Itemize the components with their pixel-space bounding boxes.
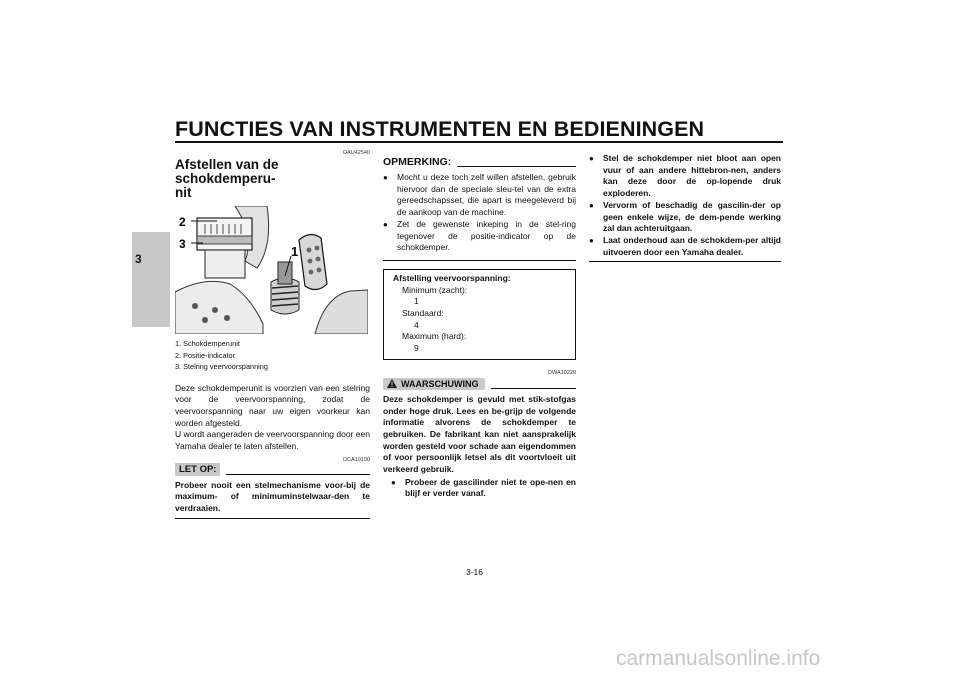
warning-list-start: [383, 477, 576, 500]
figure-label-3: 3: [179, 237, 186, 251]
list-item: ● Probeer de gascilinder niet te ope-nen en blijf er verder vanaf.: [391, 477, 576, 500]
warning-header: [383, 378, 576, 390]
header-rule: [175, 141, 783, 143]
shock-absorber-figure: [175, 206, 368, 334]
spec-max-label: Maximum (hard):: [402, 331, 467, 342]
opmerking-end-rule: [383, 260, 576, 261]
spec-max-value: 9: [414, 343, 419, 354]
legend-item: 1. Schokdemperunit: [175, 339, 240, 348]
shock-absorber-illustration: [175, 206, 368, 334]
spec-title: Afstelling veervoorspanning:: [393, 272, 511, 283]
spec-box: [383, 269, 576, 360]
section-title-line2: nit: [175, 185, 192, 200]
opmerking-rule: [457, 166, 576, 167]
spec-std-label: Standaard:: [402, 308, 444, 319]
list-item: ● Stel de schokdemper niet bloot aan open vuur of aan andere hittebron-nen, anders kan deze door de op-lopende druk exploderen.: [589, 153, 781, 200]
let-op-header: [175, 463, 370, 476]
warning-rule: [491, 388, 577, 389]
page-title: FUNCTIES VAN INSTRUMENTEN EN BEDIENINGEN: [175, 117, 705, 141]
warning-list-continued: [589, 153, 781, 258]
let-op-text: Probeer nooit een stelmechanisme voor-bij de maximum- of minimuminstelwaar-den te verdraaien.: [175, 479, 370, 514]
body-text: [175, 383, 370, 453]
column-middle: [383, 156, 576, 500]
figure-legend: [175, 338, 370, 373]
spec-std-value: 4: [414, 319, 419, 330]
let-op-rule: [226, 474, 370, 475]
body-paragraph: U wordt aangeraden de veervoorspanning door een Yamaha dealer te laten afstellen.: [175, 429, 370, 452]
warning-end-rule: [589, 261, 781, 262]
let-op-code: DCA10100: [343, 456, 370, 463]
section-title-line1: Afstellen van de schokdemperu-: [175, 157, 279, 186]
chapter-number: 3: [135, 252, 142, 266]
opmerking-header: [383, 156, 576, 168]
section-title: [175, 158, 370, 200]
let-op-end-rule: [175, 518, 370, 519]
spec-min-value: 1: [414, 296, 419, 307]
list-item: ● Zet de gewenste inkeping in de stel-ring tegenover de positie-indicator op de schokdemper.: [383, 219, 576, 254]
warning-label: WAARSCHUWING: [401, 378, 479, 389]
warning-code: DWA10220: [548, 369, 576, 376]
list-item: ● Mocht u deze toch zelf willen afstellen, gebruik hiervoor dan de speciale sleu-tel van de extra gereedschapsset, die apart is meegeleverd bij de aankoop van de machine.: [383, 172, 576, 219]
list-item: ● Vervorm of beschadig de gascilin-der op geen enkele wijze, de dem-pende werking zal dan achteruitgaan.: [589, 200, 781, 235]
let-op-label: LET OP:: [175, 463, 220, 476]
page-number: 3-16: [466, 567, 484, 577]
opmerking-list: [383, 172, 576, 254]
warning-badge: [383, 378, 485, 390]
list-item: ● Laat onderhoud aan de schokdem-per altijd uitvoeren door een Yamaha dealer.: [589, 235, 781, 258]
legend-item: 2. Positie-indicator: [175, 350, 236, 360]
figure-label-1: 1: [291, 244, 299, 259]
section-code: DAU42540: [343, 150, 370, 156]
body-paragraph: Deze schokdemperunit is voorzien van een stelring voor de veervoorspanning, zodat de veervoorspanning naar uw eigen voorkeur kan worden afgesteld.: [175, 382, 370, 428]
warning-triangle-icon: [387, 379, 397, 388]
watermark: carmanualsonline.info: [616, 647, 821, 670]
legend-item: 3. Stelring veervoorspanning: [175, 362, 268, 371]
opmerking-label: OPMERKING:: [383, 156, 452, 168]
warning-text: Deze schokdemper is gevuld met stik-stofgas onder hoge druk. Lees en be-grijp de volgende informatie alvorens de schokdemper te gebruiken. De fabrikant kan niet aansprakelijk worden gesteld voor schade aan eigendommen of voor persoonlijk letsel als dit voortvloeit uit verkeerd gebruik.: [383, 393, 576, 475]
chapter-tab: [132, 232, 170, 327]
figure-label-2: 2: [179, 215, 186, 229]
column-left: [175, 150, 370, 519]
spec-min-label: Minimum (zacht):: [402, 284, 468, 295]
column-right: [589, 153, 781, 262]
